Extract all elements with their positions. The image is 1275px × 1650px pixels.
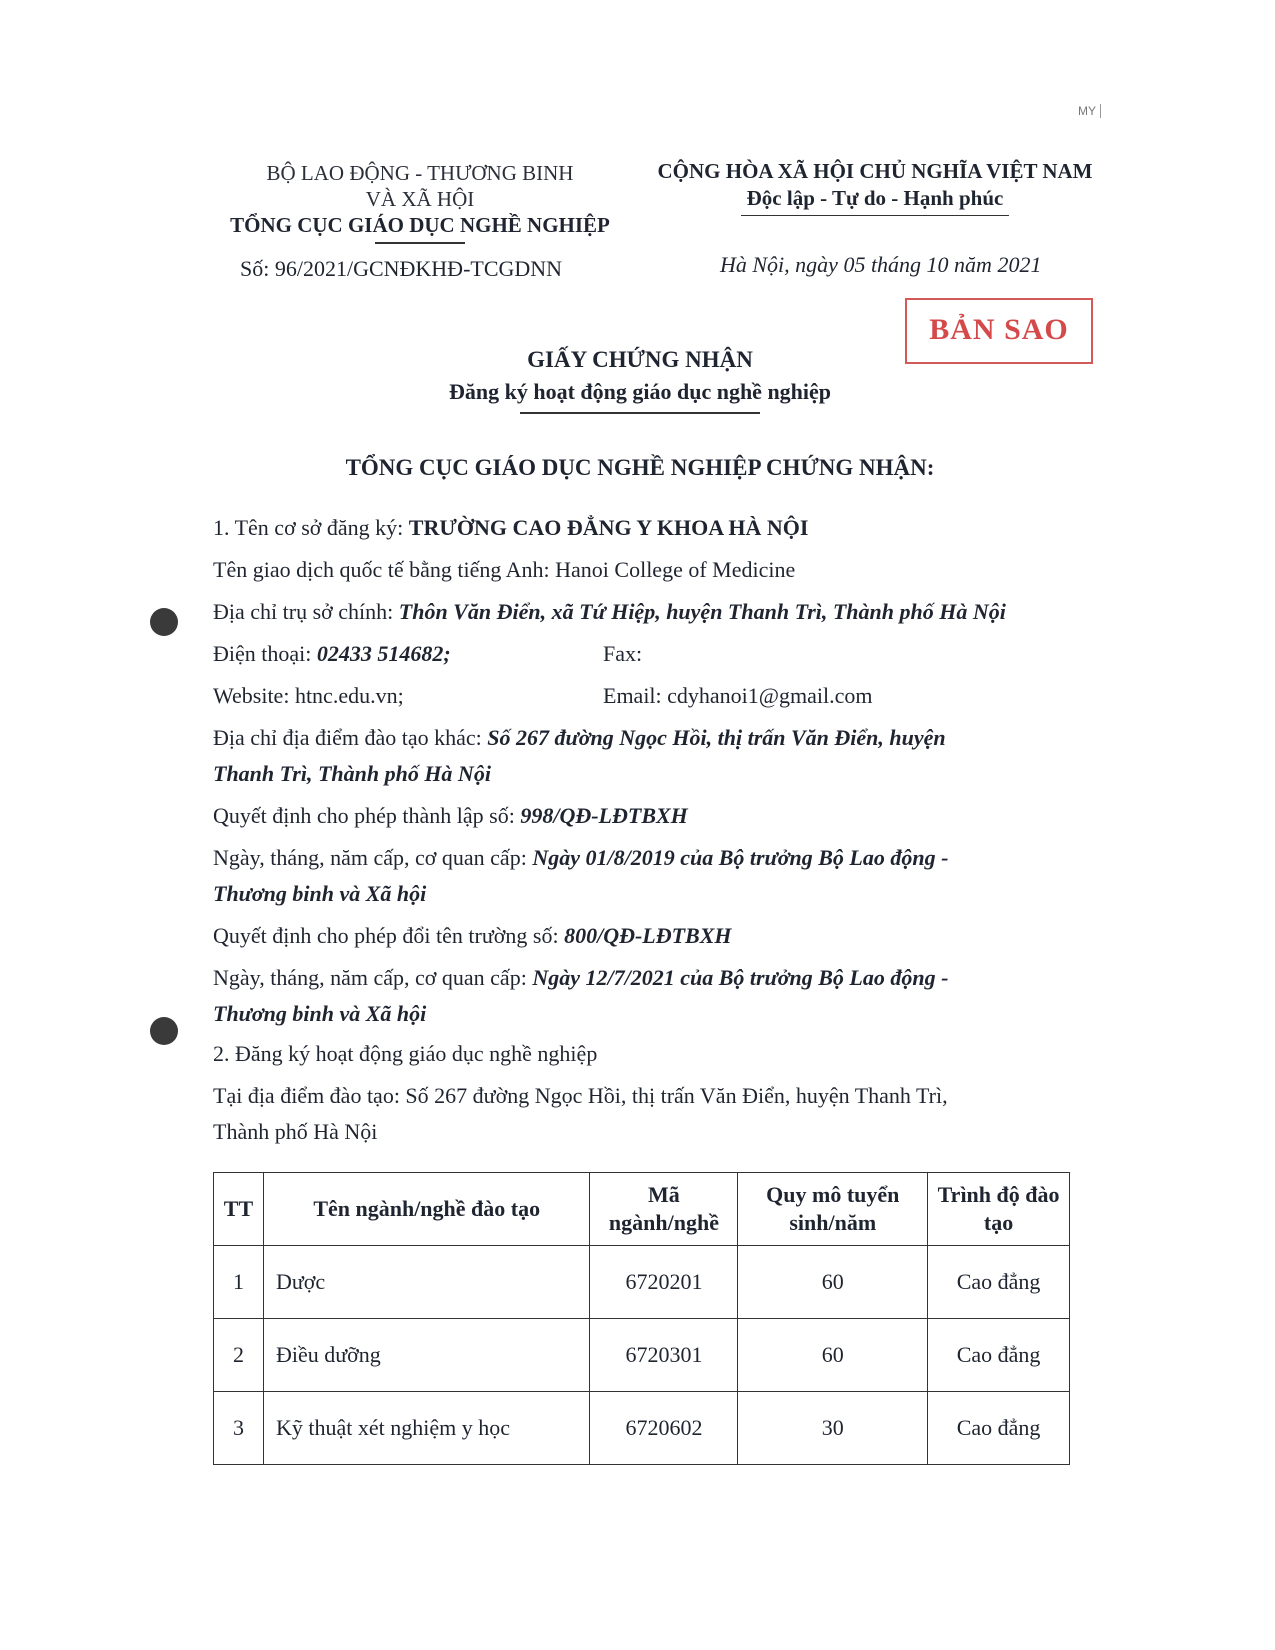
programs-table — [213, 1172, 1070, 1465]
col-header-enrollment: Quy mô tuyển sinh/năm — [738, 1173, 928, 1246]
email-value: cdyhanoi1@gmail.com — [667, 683, 873, 708]
other-site-row-cont — [213, 761, 491, 787]
enrollment-quota: 30 — [738, 1392, 928, 1465]
agency-line-2: VÀ XÃ HỘI — [365, 187, 475, 211]
enrollment-quota: 60 — [738, 1319, 928, 1392]
title-underline — [520, 412, 760, 414]
address-row — [213, 599, 1006, 625]
issue2-row — [213, 965, 948, 991]
col-header-program-name: Tên ngành/nghề đào tạo — [263, 1173, 590, 1246]
issue2-value-1: Ngày 12/7/2021 của Bộ trưởng Bộ Lao động - — [532, 965, 949, 990]
program-name: Điều dưỡng — [263, 1319, 590, 1392]
english-name-row — [213, 557, 795, 583]
establishment-decision-value: 998/QĐ-LĐTBXH — [520, 803, 688, 828]
row-number: 1 — [214, 1246, 264, 1319]
corner-mark: MY — [1076, 104, 1101, 118]
address-label: Địa chỉ trụ sở chính: — [213, 599, 399, 624]
issue2-value-2: Thương binh và Xã hội — [213, 1001, 427, 1026]
document-title-block — [300, 344, 980, 414]
copy-stamp: BẢN SAO — [905, 298, 1093, 364]
agency-line-3: TỔNG CỤC GIÁO DỤC NGHỀ NGHIỆP — [230, 213, 610, 237]
program-code: 6720201 — [590, 1246, 738, 1319]
agency-underline — [375, 242, 465, 244]
phone-label: Điện thoại: — [213, 641, 317, 666]
national-motto: Độc lập - Tự do - Hạnh phúc — [741, 185, 1010, 216]
english-name-label: Tên giao dịch quốc tế bằng tiếng Anh: — [213, 557, 556, 582]
other-site-value-1: Số 267 đường Ngọc Hồi, thị trấn Văn Điển, huyện — [487, 725, 946, 750]
issue1-label: Ngày, tháng, năm cấp, cơ quan cấp: — [213, 845, 533, 870]
row-number: 3 — [214, 1392, 264, 1465]
institution-name-label: 1. Tên cơ sở đăng ký: — [213, 515, 409, 540]
issue2-row-cont — [213, 1001, 426, 1027]
email-row — [603, 683, 873, 709]
program-code: 6720301 — [590, 1319, 738, 1392]
establishment-decision-label: Quyết định cho phép thành lập số: — [213, 803, 521, 828]
table-row — [214, 1246, 1070, 1319]
issue-date-line: Hà Nội, ngày 05 tháng 10 năm 2021 — [720, 252, 1042, 277]
national-header — [650, 158, 1100, 216]
enrollment-quota: 60 — [738, 1246, 928, 1319]
institution-name-row — [213, 515, 808, 541]
punch-hole-top — [150, 608, 178, 636]
rename-decision-label: Quyết định cho phép đổi tên trường số: — [213, 923, 565, 948]
national-title: CỘNG HÒA XÃ HỘI CHỦ NGHĨA VIỆT NAM — [657, 159, 1093, 183]
other-site-row — [213, 725, 946, 751]
issue1-row — [213, 845, 948, 871]
table-row — [214, 1392, 1070, 1465]
fax-label: Fax: — [603, 641, 643, 666]
training-level: Cao đẳng — [928, 1392, 1070, 1465]
row-number: 2 — [214, 1319, 264, 1392]
certification-heading: TỔNG CỤC GIÁO DỤC NGHỀ NGHIỆP CHỨNG NHẬN: — [345, 455, 935, 480]
establishment-decision-row — [213, 803, 688, 829]
phone-row — [213, 641, 451, 667]
col-header-tt: TT — [214, 1173, 264, 1246]
col-header-program-code: Mã ngành/nghề — [590, 1173, 738, 1246]
institution-name-value: TRƯỜNG CAO ĐẲNG Y KHOA HÀ NỘI — [408, 515, 809, 540]
issuing-agency-header — [220, 160, 620, 244]
phone-value: 02433 514682; — [316, 641, 451, 666]
website-row — [213, 683, 404, 709]
document-subtitle: Đăng ký hoạt động giáo dục nghề nghiệp — [448, 379, 832, 404]
issue1-value-1: Ngày 01/8/2019 của Bộ trưởng Bộ Lao động - — [532, 845, 949, 870]
table-row — [214, 1319, 1070, 1392]
section2-heading: 2. Đăng ký hoạt động giáo dục nghề nghiệp — [213, 1041, 598, 1066]
training-location-line-2: Thành phố Hà Nội — [213, 1119, 378, 1144]
rename-decision-value: 800/QĐ-LĐTBXH — [564, 923, 732, 948]
other-site-label: Địa chỉ địa điểm đào tạo khác: — [213, 725, 488, 750]
website-label: Website: — [213, 683, 295, 708]
agency-line-1: BỘ LAO ĐỘNG - THƯƠNG BINH — [266, 161, 574, 185]
issue1-row-cont — [213, 881, 426, 907]
english-name-value: Hanoi College of Medicine — [555, 557, 796, 582]
punch-hole-bottom — [150, 1017, 178, 1045]
training-level: Cao đẳng — [928, 1246, 1070, 1319]
training-level: Cao đẳng — [928, 1319, 1070, 1392]
rename-decision-row — [213, 923, 732, 949]
program-code: 6720602 — [590, 1392, 738, 1465]
training-location-line-1: Tại địa điểm đào tạo: Số 267 đường Ngọc Hồi, thị trấn Văn Điển, huyện Thanh Trì, — [213, 1083, 948, 1108]
program-name: Kỹ thuật xét nghiệm y học — [263, 1392, 590, 1465]
document-title: GIẤY CHỨNG NHẬN — [527, 347, 753, 372]
issue1-value-2: Thương binh và Xã hội — [213, 881, 427, 906]
program-name: Dược — [263, 1246, 590, 1319]
address-value: Thôn Văn Điển, xã Tứ Hiệp, huyện Thanh Trì, Thành phố Hà Nội — [398, 599, 1006, 624]
table-header-row — [214, 1173, 1070, 1246]
col-header-level: Trình độ đào tạo — [928, 1173, 1070, 1246]
fax-row — [603, 641, 642, 667]
issue2-label: Ngày, tháng, năm cấp, cơ quan cấp: — [213, 965, 533, 990]
email-label: Email: — [603, 683, 668, 708]
other-site-value-2: Thanh Trì, Thành phố Hà Nội — [213, 761, 491, 786]
document-number: Số: 96/2021/GCNĐKHĐ-TCGDNN — [240, 256, 563, 281]
website-value: htnc.edu.vn; — [294, 683, 404, 708]
